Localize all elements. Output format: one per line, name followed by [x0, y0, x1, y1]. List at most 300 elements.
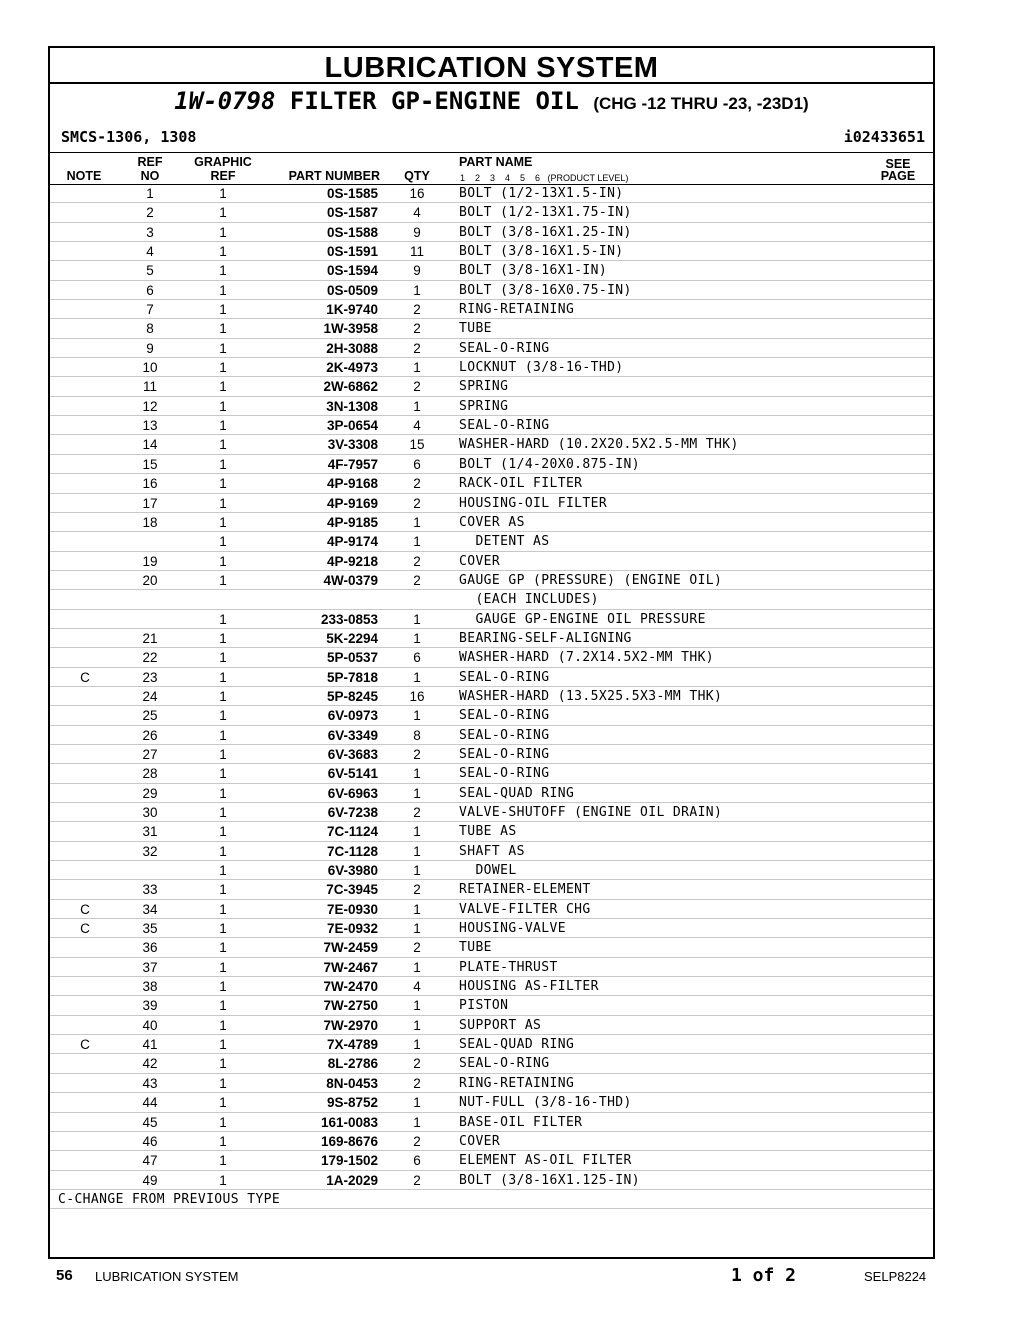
graphic-ref-cell: 1: [219, 1095, 227, 1111]
ref-cell: 25: [142, 708, 158, 724]
qty-cell: 2: [413, 882, 421, 898]
ref-cell: 33: [142, 882, 158, 898]
qty-cell: 1: [413, 1095, 421, 1111]
qty-cell: 1: [413, 360, 421, 376]
qty-cell: 1: [413, 708, 421, 724]
graphic-ref-cell: 1: [219, 1037, 227, 1053]
col-graphic-2: REF: [210, 169, 236, 183]
document-frame: [48, 46, 935, 1259]
ref-cell: 47: [142, 1153, 158, 1169]
part-name-cell: GAUGE GP-ENGINE OIL PRESSURE: [459, 611, 706, 627]
qty-cell: 1: [413, 785, 421, 801]
qty-cell: 1: [413, 766, 421, 782]
part-number-cell: 0S-1591: [326, 244, 378, 260]
table-row: [50, 494, 933, 513]
col-note: NOTE: [66, 169, 102, 183]
table-row: [50, 648, 933, 667]
graphic-ref-cell: 1: [219, 766, 227, 782]
ref-cell: 44: [142, 1095, 158, 1111]
graphic-ref-cell: 1: [219, 495, 227, 511]
table-row: [50, 319, 933, 338]
graphic-ref-cell: 1: [219, 514, 227, 530]
note-cell: C: [80, 901, 90, 917]
qty-cell: 16: [409, 688, 425, 704]
part-name-cell: BOLT (1/2-13X1.75-IN): [459, 205, 632, 221]
table-row: [50, 900, 933, 919]
table-row: [50, 764, 933, 783]
part-name-cell: VALVE-FILTER CHG: [459, 901, 591, 917]
part-number-cell: 0S-1588: [326, 224, 378, 240]
ref-cell: 27: [142, 746, 158, 762]
ref-cell: 41: [142, 1037, 158, 1053]
ref-cell: 32: [142, 843, 158, 859]
part-name-cell: COVER: [459, 553, 501, 569]
part-number-cell: 6V-3980: [327, 863, 378, 879]
note-cell: C: [80, 1037, 90, 1053]
part-name-cell: SUPPORT AS: [459, 1017, 542, 1033]
graphic-ref-cell: 1: [219, 437, 227, 453]
graphic-ref-cell: 1: [219, 263, 227, 279]
graphic-ref-cell: 1: [219, 843, 227, 859]
part-name-cell: TUBE: [459, 321, 492, 337]
part-number-cell: 7W-2459: [323, 940, 378, 956]
table-row: [50, 1151, 933, 1170]
table-row: [50, 726, 933, 745]
part-name-cell: COVER: [459, 1133, 501, 1149]
ref-cell: 4: [146, 244, 154, 260]
qty-cell: 2: [413, 476, 421, 492]
part-number-cell: 7C-1124: [326, 824, 378, 840]
group-heading: [50, 85, 933, 117]
part-number-cell: 0S-1594: [326, 263, 378, 279]
part-name-cell: BOLT (3/8-16X0.75-IN): [459, 282, 632, 298]
part-number-cell: 7W-2750: [323, 998, 378, 1014]
ref-cell: 34: [142, 901, 158, 917]
qty-cell: 16: [409, 186, 425, 201]
ref-cell: 12: [142, 398, 158, 414]
part-name-cell: SPRING: [459, 379, 509, 395]
graphic-ref-cell: 1: [219, 360, 227, 376]
part-name-cell: BOLT (3/8-16X1.5-IN): [459, 244, 624, 260]
part-number-cell: 5K-2294: [326, 630, 378, 646]
graphic-ref-cell: 1: [219, 205, 227, 221]
qty-cell: 1: [413, 824, 421, 840]
part-name-cell: SEAL-O-RING: [459, 1056, 550, 1072]
col-qty: QTY: [404, 169, 430, 183]
qty-cell: 1: [413, 1017, 421, 1033]
graphic-ref-cell: 1: [219, 572, 227, 588]
qty-cell: 1: [413, 959, 421, 975]
part-name-cell: SEAL-O-RING: [459, 727, 550, 743]
ref-cell: 8: [146, 321, 154, 337]
ref-cell: 31: [142, 824, 158, 840]
part-name-cell: WASHER-HARD (10.2X20.5X2.5-MM THK): [459, 437, 739, 453]
ref-cell: 36: [142, 940, 158, 956]
part-name-cell: SPRING: [459, 398, 509, 414]
qty-cell: 2: [413, 1133, 421, 1149]
part-number-cell: 161-0083: [320, 1114, 378, 1130]
graphic-ref-cell: 1: [219, 727, 227, 743]
part-number-cell: 9S-8752: [326, 1095, 378, 1111]
ref-cell: 6: [146, 282, 154, 298]
qty-cell: 2: [413, 340, 421, 356]
ref-cell: 45: [142, 1114, 158, 1130]
note-cell: C: [80, 921, 90, 937]
part-number-cell: 0S-0509: [326, 282, 378, 298]
qty-cell: 1: [413, 630, 421, 646]
table-row: [50, 455, 933, 474]
table-row: [50, 397, 933, 416]
ref-cell: 2: [146, 205, 154, 221]
part-name-cell: TUBE AS: [459, 824, 517, 840]
ref-cell: 38: [142, 979, 158, 995]
graphic-ref-cell: 1: [219, 979, 227, 995]
graphic-ref-cell: 1: [219, 534, 227, 550]
ref-cell: 26: [142, 727, 158, 743]
part-number-cell: 0S-1587: [326, 205, 378, 221]
part-number-cell: 2W-6862: [323, 379, 378, 395]
part-number-cell: 1A-2029: [326, 1172, 378, 1188]
table-row: [50, 938, 933, 957]
table-row: [50, 861, 933, 880]
graphic-ref-cell: 1: [219, 669, 227, 685]
graphic-ref-cell: 1: [219, 998, 227, 1014]
graphic-ref-cell: 1: [219, 1153, 227, 1169]
graphic-ref-cell: 1: [219, 340, 227, 356]
part-number-cell: 2H-3088: [326, 340, 378, 356]
ref-cell: 11: [142, 379, 157, 395]
part-name-cell: HOUSING AS-FILTER: [459, 979, 599, 995]
table-row: [50, 629, 933, 648]
table-row: [50, 668, 933, 687]
ref-cell: 24: [142, 688, 158, 704]
part-name-cell: RETAINER-ELEMENT: [459, 882, 591, 898]
table-row: [50, 474, 933, 493]
part-name-cell: HOUSING-VALVE: [459, 921, 566, 937]
ref-cell: 19: [142, 553, 158, 569]
part-name-cell: SEAL-O-RING: [459, 340, 550, 356]
part-name-cell: COVER AS: [459, 514, 525, 530]
table-row: [50, 590, 933, 609]
col-product-level: 1 2 3 4 5 6 (PRODUCT LEVEL): [460, 173, 629, 183]
part-number-cell: 2K-4973: [326, 360, 378, 376]
smcs-code: SMCS-1306, 1308: [61, 128, 197, 146]
ref-cell: 29: [142, 785, 158, 801]
group-number: 1W-0798: [174, 87, 276, 115]
ref-cell: 17: [142, 495, 158, 511]
part-number-cell: 4P-9169: [326, 495, 378, 511]
qty-cell: 2: [413, 379, 421, 395]
graphic-ref-cell: 1: [219, 824, 227, 840]
qty-cell: 8: [413, 727, 421, 743]
part-number-cell: 4P-9185: [326, 514, 378, 530]
graphic-ref-cell: 1: [219, 321, 227, 337]
ref-cell: 9: [146, 340, 154, 356]
part-number-cell: 5P-8245: [326, 688, 378, 704]
part-name-cell: SEAL-O-RING: [459, 708, 550, 724]
qty-cell: 1: [413, 921, 421, 937]
graphic-ref-cell: 1: [219, 882, 227, 898]
table-row: [50, 203, 933, 222]
part-name-cell: NUT-FULL (3/8-16-THD): [459, 1095, 632, 1111]
footer-section: LUBRICATION SYSTEM: [95, 1269, 239, 1284]
table-row: [50, 223, 933, 242]
graphic-ref-cell: 1: [219, 650, 227, 666]
graphic-ref-cell: 1: [219, 940, 227, 956]
part-number-cell: 3V-3308: [327, 437, 378, 453]
table-row: [50, 687, 933, 706]
graphic-ref-cell: 1: [219, 1114, 227, 1130]
graphic-ref-cell: 1: [219, 379, 227, 395]
table-row: [50, 745, 933, 764]
part-name-cell: BASE-OIL FILTER: [459, 1114, 583, 1130]
graphic-ref-cell: 1: [219, 1075, 227, 1091]
table-row: [50, 261, 933, 280]
part-number-cell: 4F-7957: [327, 456, 378, 472]
qty-cell: 1: [413, 611, 421, 627]
qty-cell: 2: [413, 746, 421, 762]
qty-cell: 2: [413, 1172, 421, 1188]
table-row: [50, 435, 933, 454]
part-name-cell: BOLT (1/4-20X0.875-IN): [459, 456, 640, 472]
graphic-ref-cell: 1: [219, 688, 227, 704]
ref-cell: 37: [142, 959, 158, 975]
qty-cell: 4: [413, 979, 421, 995]
ref-cell: 14: [142, 437, 158, 453]
part-name-cell: TUBE: [459, 940, 492, 956]
footer-page-of: 1 of 2: [731, 1265, 797, 1286]
qty-cell: 2: [413, 1056, 421, 1072]
ref-cell: 39: [142, 998, 158, 1014]
part-name-cell: SEAL-O-RING: [459, 418, 550, 434]
part-number-cell: 6V-5141: [327, 766, 378, 782]
part-number-cell: 6V-3349: [327, 727, 378, 743]
table-row: [50, 532, 933, 551]
table-row: [50, 1113, 933, 1132]
part-number-cell: 6V-3683: [327, 746, 378, 762]
part-number-cell: 6V-7238: [327, 805, 378, 820]
qty-cell: 2: [413, 940, 421, 956]
table-row: [50, 842, 933, 861]
graphic-ref-cell: 1: [219, 901, 227, 917]
ref-cell: 23: [142, 669, 158, 685]
part-name-cell: RING-RETAINING: [459, 302, 575, 318]
qty-cell: 6: [413, 1153, 421, 1169]
ref-cell: 1: [146, 186, 154, 201]
graphic-ref-cell: 1: [219, 805, 227, 820]
table-row: [50, 1132, 933, 1151]
footnote: C-CHANGE FROM PREVIOUS TYPE: [58, 1191, 281, 1207]
qty-cell: 1: [413, 1037, 421, 1053]
col-see-1: SEE: [885, 157, 911, 171]
qty-cell: 6: [413, 456, 421, 472]
col-ref-1: REF: [137, 155, 163, 169]
ref-cell: 10: [142, 360, 158, 376]
part-name-cell: LOCKNUT (3/8-16-THD): [459, 360, 624, 376]
qty-cell: 2: [413, 495, 421, 511]
table-row: [50, 552, 933, 571]
qty-cell: 1: [413, 998, 421, 1014]
ref-cell: 16: [142, 476, 158, 492]
part-number-cell: 7W-2970: [323, 1017, 378, 1033]
ref-cell: 13: [142, 418, 158, 434]
ref-cell: 22: [142, 650, 158, 666]
footer-doc-code: SELP8224: [864, 1269, 927, 1284]
part-name-cell: SEAL-O-RING: [459, 669, 550, 685]
part-name-cell: BOLT (3/8-16X1.25-IN): [459, 224, 632, 240]
footnote-row: [50, 1190, 933, 1209]
part-number-cell: 7W-2470: [323, 979, 378, 995]
col-part-name: PART NAME: [459, 155, 533, 169]
part-number-cell: 7C-1128: [326, 843, 378, 859]
qty-cell: 2: [413, 1075, 421, 1091]
qty-cell: 9: [413, 224, 421, 240]
part-name-cell: WASHER-HARD (13.5X25.5X3-MM THK): [459, 688, 723, 704]
table-row: [50, 1035, 933, 1054]
part-number-cell: 179-1502: [320, 1153, 378, 1169]
ref-cell: 40: [142, 1017, 158, 1033]
table-row: [50, 1054, 933, 1073]
part-number-cell: 8L-2786: [327, 1056, 378, 1072]
table-row: [50, 1171, 933, 1190]
part-number-cell: 7E-0930: [326, 901, 378, 917]
table-row: [50, 919, 933, 938]
table-row: [50, 184, 933, 203]
qty-cell: 1: [413, 1114, 421, 1130]
part-name-cell: PISTON: [459, 998, 509, 1014]
col-part-number: PART NUMBER: [288, 169, 380, 183]
ref-cell: 43: [142, 1075, 158, 1091]
graphic-ref-cell: 1: [219, 398, 227, 414]
change-note: (CHG -12 THRU -23, -23D1): [593, 94, 809, 113]
part-name-cell: SHAFT AS: [459, 843, 525, 859]
ref-cell: 20: [142, 572, 158, 588]
qty-cell: 2: [413, 805, 421, 820]
ref-cell: 7: [146, 302, 154, 318]
part-name-cell: DETENT AS: [459, 534, 550, 550]
part-number-cell: 169-8676: [320, 1133, 378, 1149]
ref-cell: 15: [142, 456, 158, 472]
col-see-2: PAGE: [880, 169, 916, 183]
part-number-cell: 6V-6963: [327, 785, 378, 801]
part-name-cell: HOUSING-OIL FILTER: [459, 495, 608, 511]
qty-cell: 1: [413, 534, 421, 550]
graphic-ref-cell: 1: [219, 1172, 227, 1188]
qty-cell: 1: [413, 843, 421, 859]
note-cell: C: [80, 669, 90, 685]
graphic-ref-cell: 1: [219, 630, 227, 646]
table-row: [50, 784, 933, 803]
part-number-cell: 4P-9218: [326, 553, 378, 569]
part-number-cell: 7C-3945: [326, 882, 378, 898]
qty-cell: 4: [413, 205, 421, 221]
table-row: [50, 281, 933, 300]
part-number-cell: 233-0853: [320, 611, 378, 627]
ref-cell: 49: [142, 1172, 158, 1188]
qty-cell: 1: [413, 901, 421, 917]
qty-cell: 4: [413, 418, 421, 434]
graphic-ref-cell: 1: [219, 302, 227, 318]
part-name-cell: VALVE-SHUTOFF (ENGINE OIL DRAIN): [459, 805, 723, 820]
ref-cell: 30: [142, 805, 158, 820]
table-row: [50, 1074, 933, 1093]
col-ref-2: NO: [140, 169, 160, 183]
table-row: [50, 377, 933, 396]
part-number-cell: 3P-0654: [326, 418, 378, 434]
ref-cell: 18: [142, 514, 158, 530]
illustration-id: i02433651: [843, 128, 925, 146]
part-name-cell: DOWEL: [459, 863, 517, 879]
part-name-cell: SEAL-QUAD RING: [459, 785, 575, 801]
part-name-cell: BEARING-SELF-ALIGNING: [459, 630, 632, 646]
table-row: [50, 242, 933, 261]
part-name-cell: RACK-OIL FILTER: [459, 476, 583, 492]
ref-cell: 5: [146, 263, 154, 279]
qty-cell: 1: [413, 514, 421, 530]
ref-cell: 35: [142, 921, 158, 937]
part-number-cell: 7E-0932: [326, 921, 378, 937]
qty-cell: 9: [413, 263, 421, 279]
qty-cell: 11: [409, 244, 424, 260]
table-row: [50, 300, 933, 319]
part-name-cell: SEAL-QUAD RING: [459, 1037, 575, 1053]
graphic-ref-cell: 1: [219, 418, 227, 434]
graphic-ref-cell: 1: [219, 553, 227, 569]
part-name-cell: BOLT (3/8-16X1-IN): [459, 263, 608, 279]
qty-cell: 2: [413, 553, 421, 569]
table-row: [50, 958, 933, 977]
group-name: FILTER GP-ENGINE OIL: [289, 87, 579, 115]
table-row: [50, 571, 933, 590]
part-number-cell: 5P-0537: [326, 650, 378, 666]
qty-cell: 1: [413, 669, 421, 685]
ref-cell: 28: [142, 766, 158, 782]
graphic-ref-cell: 1: [219, 224, 227, 240]
part-number-cell: 3N-1308: [326, 398, 378, 414]
part-name-cell: SEAL-O-RING: [459, 766, 550, 782]
graphic-ref-cell: 1: [219, 611, 227, 627]
part-number-cell: 5P-7818: [326, 669, 378, 685]
part-name-cell: PLATE-THRUST: [459, 959, 558, 975]
graphic-ref-cell: 1: [219, 921, 227, 937]
graphic-ref-cell: 1: [219, 1017, 227, 1033]
qty-cell: 2: [413, 321, 421, 337]
part-name-cell: (EACH INCLUDES): [459, 592, 599, 608]
part-name-cell: WASHER-HARD (7.2X14.5X2-MM THK): [459, 650, 715, 666]
table-row: [50, 996, 933, 1015]
part-number-cell: 7W-2467: [323, 959, 378, 975]
table-row: [50, 803, 933, 822]
qty-cell: 1: [413, 398, 421, 414]
graphic-ref-cell: 1: [219, 186, 227, 201]
table-row: [50, 1093, 933, 1112]
graphic-ref-cell: 1: [219, 1133, 227, 1149]
qty-cell: 15: [409, 437, 425, 453]
part-number-cell: 8N-0453: [326, 1075, 378, 1091]
part-name-cell: RING-RETAINING: [459, 1075, 575, 1091]
ref-cell: 3: [146, 224, 154, 240]
part-name-cell: GAUGE GP (PRESSURE) (ENGINE OIL): [459, 572, 723, 588]
graphic-ref-cell: 1: [219, 1056, 227, 1072]
graphic-ref-cell: 1: [219, 476, 227, 492]
part-number-cell: 1W-3958: [323, 321, 378, 337]
graphic-ref-cell: 1: [219, 746, 227, 762]
graphic-ref-cell: 1: [219, 863, 227, 879]
qty-cell: 2: [413, 302, 421, 318]
table-row: [50, 339, 933, 358]
part-number-cell: 4P-9174: [326, 534, 378, 550]
qty-cell: 2: [413, 572, 421, 588]
